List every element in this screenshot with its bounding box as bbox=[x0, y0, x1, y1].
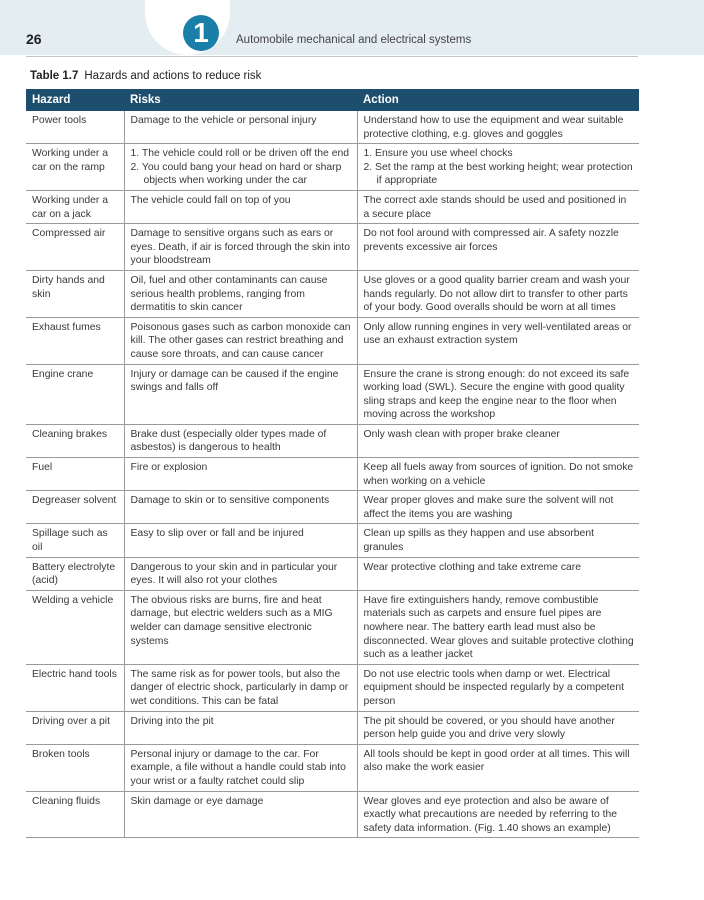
action-list bbox=[364, 147, 635, 188]
table-row bbox=[26, 524, 639, 557]
hazard-cell: Fuel bbox=[26, 458, 124, 491]
header-rule bbox=[26, 56, 638, 57]
risks-cell: Oil, fuel and other contaminants can cause serious health problems, ranging from dermatitis to skin cancer bbox=[124, 270, 357, 317]
hazard-cell: Dirty hands and skin bbox=[26, 270, 124, 317]
risks-cell: The vehicle could fall on top of you bbox=[124, 190, 357, 223]
risks-cell: Brake dust (especially older types made of asbestos) is dangerous to health bbox=[124, 424, 357, 457]
risks-cell: Damage to sensitive organs such as ears or eyes. Death, if air is forced through the skin into your bloodstream bbox=[124, 224, 357, 271]
table-header-row bbox=[26, 89, 639, 111]
table-row bbox=[26, 317, 639, 364]
table-row bbox=[26, 791, 639, 838]
action-cell: Do not fool around with compressed air. A safety nozzle prevents excessive air forces bbox=[357, 224, 639, 271]
table-row bbox=[26, 491, 639, 524]
running-head: Automobile mechanical and electrical systems bbox=[236, 34, 472, 46]
risks-cell: Skin damage or eye damage bbox=[124, 791, 357, 838]
action-cell: The pit should be covered, or you should have another person help guide you and drive very slowly bbox=[357, 711, 639, 744]
action-cell: Ensure the crane is strong enough: do not exceed its safe working load (SWL). Secure the engine with good quality sling straps and keep the engine near to the floor when moving across the workshop bbox=[357, 364, 639, 424]
hazard-cell: Cleaning fluids bbox=[26, 791, 124, 838]
list-item: 2. You could bang your head on hard or sharp objects when working under the car bbox=[130, 161, 342, 187]
table-row bbox=[26, 270, 639, 317]
action-cell: Wear proper gloves and make sure the solvent will not affect the items you are washing bbox=[357, 491, 639, 524]
risks-cell: Easy to slip over or fall and be injured bbox=[124, 524, 357, 557]
table-row bbox=[26, 224, 639, 271]
action-cell: All tools should be kept in good order at all times. This will also make the work easier bbox=[357, 744, 639, 791]
hazard-cell: Exhaust fumes bbox=[26, 317, 124, 364]
page-number: 26 bbox=[26, 31, 42, 47]
risks-cell: The same risk as for power tools, but also the danger of electric shock, particularly in damp or wet conditions. This can be fatal bbox=[124, 664, 357, 711]
table-row bbox=[26, 190, 639, 223]
table-row bbox=[26, 364, 639, 424]
column-header-risks: Risks bbox=[124, 89, 357, 111]
risks-list bbox=[131, 147, 352, 188]
risks-cell: Damage to the vehicle or personal injury bbox=[124, 111, 357, 144]
action-cell: Wear protective clothing and take extreme care bbox=[357, 557, 639, 590]
risks-cell: The obvious risks are burns, fire and heat damage, but electric welders such as a MIG welder can damage sensitive electronic systems bbox=[124, 590, 357, 664]
column-header-hazard: Hazard bbox=[26, 89, 124, 111]
action-cell: The correct axle stands should be used and positioned in a secure place bbox=[357, 190, 639, 223]
action-cell: Keep all fuels away from sources of ignition. Do not smoke when working on a vehicle bbox=[357, 458, 639, 491]
action-cell: Clean up spills as they happen and use absorbent granules bbox=[357, 524, 639, 557]
risks-cell: Poisonous gases such as carbon monoxide can kill. The other gases can restrict breathing and cause sore throats, and can cause cancer bbox=[124, 317, 357, 364]
risks-cell: Injury or damage can be caused if the engine swings and falls off bbox=[124, 364, 357, 424]
hazard-cell: Power tools bbox=[26, 111, 124, 144]
list-item: 1. Ensure you use wheel chocks bbox=[363, 148, 513, 160]
hazard-cell: Degreaser solvent bbox=[26, 491, 124, 524]
hazard-cell: Welding a vehicle bbox=[26, 590, 124, 664]
hazards-table bbox=[26, 89, 639, 838]
action-cell: Do not use electric tools when damp or wet. Electrical equipment should be inspected regularly by a competent person bbox=[357, 664, 639, 711]
hazard-cell: Broken tools bbox=[26, 744, 124, 791]
action-cell: Only wash clean with proper brake cleaner bbox=[357, 424, 639, 457]
risks-cell: Driving into the pit bbox=[124, 711, 357, 744]
table-row bbox=[26, 458, 639, 491]
table-row bbox=[26, 664, 639, 711]
list-item: 2. Set the ramp at the best working height; wear protection if appropriate bbox=[363, 161, 633, 187]
table-row bbox=[26, 111, 639, 144]
hazard-cell: Driving over a pit bbox=[26, 711, 124, 744]
chapter-number-badge: 1 bbox=[183, 15, 219, 51]
risks-cell: Damage to skin or to sensitive components bbox=[124, 491, 357, 524]
hazard-cell: Compressed air bbox=[26, 224, 124, 271]
table-caption-title: Hazards and actions to reduce risk bbox=[84, 70, 262, 82]
table-row bbox=[26, 424, 639, 457]
header-band bbox=[0, 0, 704, 55]
action-cell: Use gloves or a good quality barrier cream and wash your hands regularly. Do not allow dirt to transfer to other parts of your body. Good overalls should be worn at all times bbox=[357, 270, 639, 317]
risks-cell: Dangerous to your skin and in particular your eyes. It will also rot your clothes bbox=[124, 557, 357, 590]
risks-cell: Fire or explosion bbox=[124, 458, 357, 491]
action-cell bbox=[357, 144, 639, 191]
list-item: 1. The vehicle could roll or be driven off the end bbox=[130, 148, 350, 160]
hazard-cell: Cleaning brakes bbox=[26, 424, 124, 457]
hazard-cell: Working under a car on a jack bbox=[26, 190, 124, 223]
table-row bbox=[26, 744, 639, 791]
table-row bbox=[26, 144, 639, 191]
table-caption bbox=[30, 70, 261, 82]
action-cell: Only allow running engines in very well-ventilated areas or use an exhaust extraction system bbox=[357, 317, 639, 364]
action-cell: Have fire extinguishers handy, remove combustible materials such as carpets and ensure fuel pipes are nowhere near. The battery earth lead must also be disconnected. Wear gloves and suitable protective clothing such as a leather jacket bbox=[357, 590, 639, 664]
hazard-cell: Engine crane bbox=[26, 364, 124, 424]
hazard-cell: Battery electrolyte (acid) bbox=[26, 557, 124, 590]
risks-cell bbox=[124, 144, 357, 191]
table-row bbox=[26, 711, 639, 744]
action-cell: Understand how to use the equipment and wear suitable protective clothing, e.g. gloves and goggles bbox=[357, 111, 639, 144]
table-row bbox=[26, 590, 639, 664]
hazard-cell: Electric hand tools bbox=[26, 664, 124, 711]
table-caption-number: Table 1.7 bbox=[30, 70, 79, 82]
hazard-cell: Spillage such as oil bbox=[26, 524, 124, 557]
table-row bbox=[26, 557, 639, 590]
hazard-cell: Working under a car on the ramp bbox=[26, 144, 124, 191]
risks-cell: Personal injury or damage to the car. For example, a file without a handle could stab into your wrist or a faulty ratchet could slip bbox=[124, 744, 357, 791]
action-cell: Wear gloves and eye protection and also be aware of exactly what precautions are needed by referring to the safety data information. (Fig. 1.40 shows an example) bbox=[357, 791, 639, 838]
column-header-action: Action bbox=[357, 89, 639, 111]
